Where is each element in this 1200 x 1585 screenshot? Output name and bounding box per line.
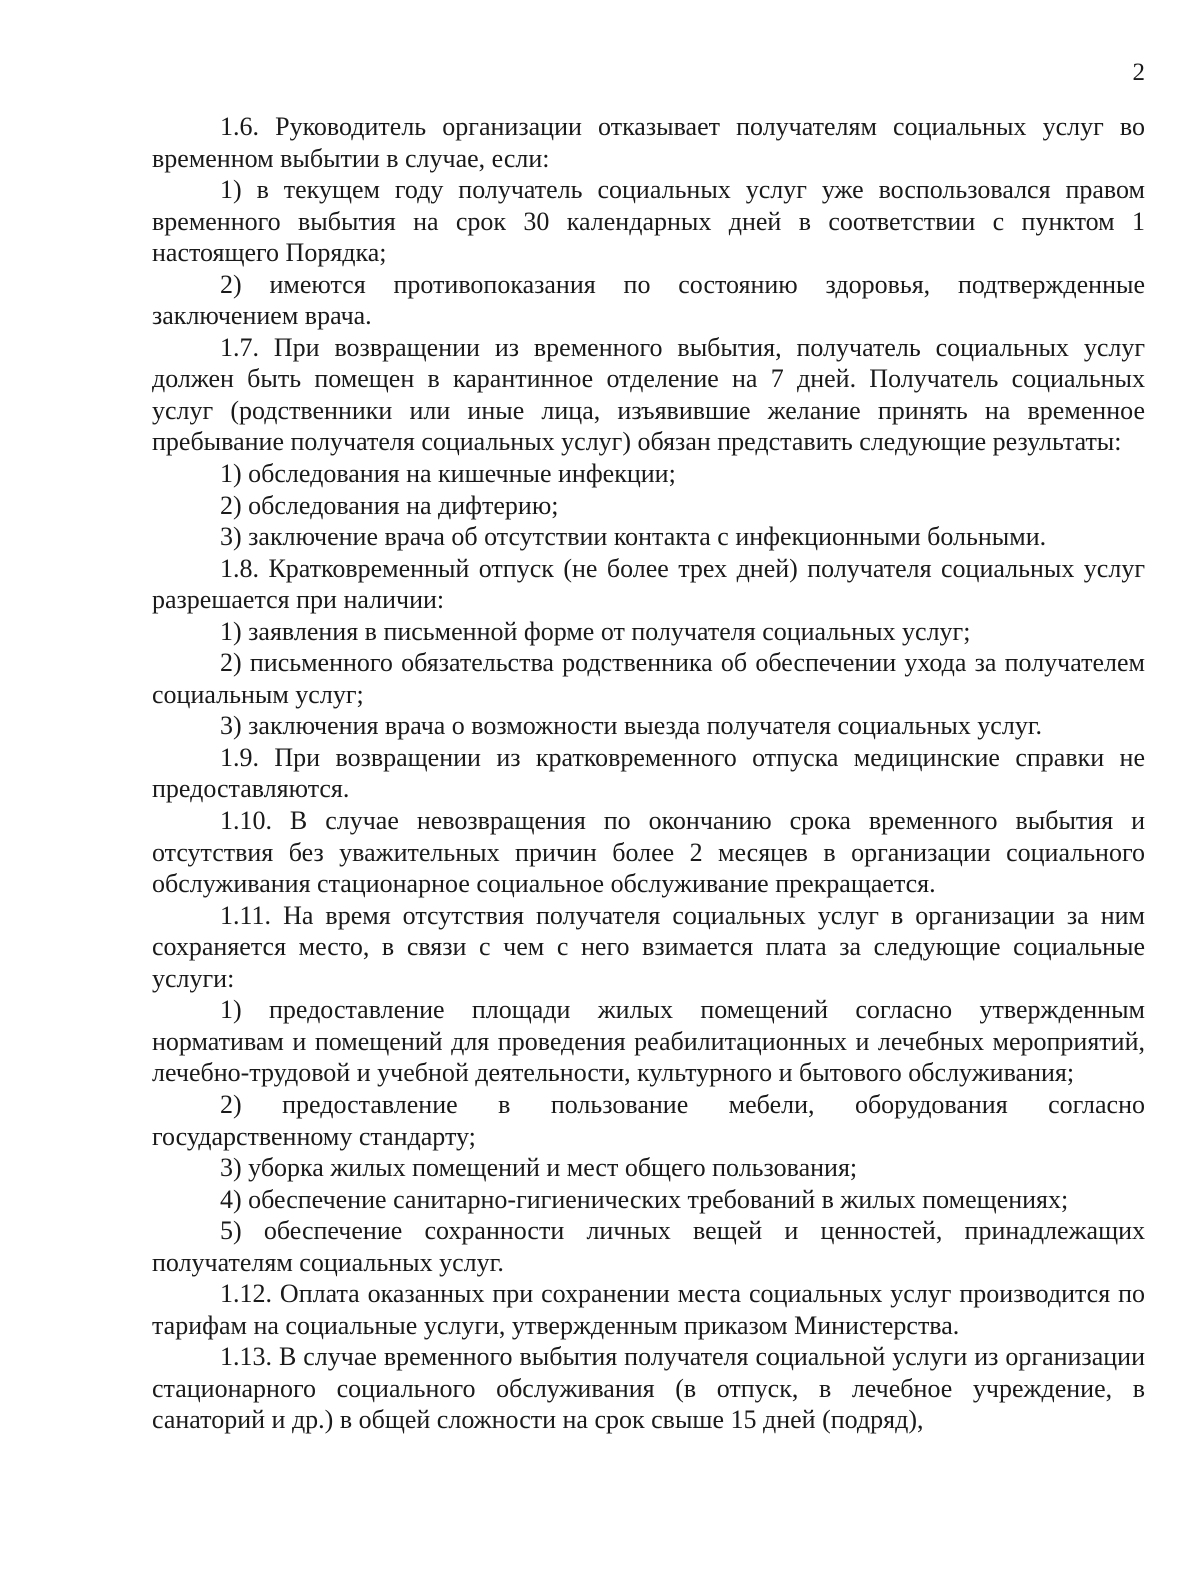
paragraph-1-11-item-2: 2) предоставление в пользование мебели, оборудования согласно государственному стандарту; [152, 1089, 1145, 1151]
paragraph-1-11-item-4: 4) обеспечение санитарно-гигиенических требований в жилых помещениях; [220, 1184, 1069, 1214]
paragraph-1-11-item-5: 5) обеспечение сохранности личных вещей и ценностей, принадлежащих получателям социальных услуг. [152, 1216, 1145, 1277]
paragraph-1-7: 1.7. При возвращении из временного выбытия, получатель социальных услуг должен быть помещен в карантинное отделение на 7 дней. Получатель социальных услуг (родственники или иные лица, изъявившие желание принять на временное пребывание получателя социальных услуг) обязан представить следующие результаты: [152, 332, 1145, 457]
paragraph-1-11: 1.11. На время отсутствия получателя социальных услуг в организации за ним сохраняется место, в связи с чем с него взимается плата за следующие социальные услуги: [152, 900, 1145, 993]
paragraph-1-11-item-1: 1) предоставление площади жилых помещений согласно утвержденным нормативам и помещений для проведения реабилитационных и лечебных мероприятий, лечебно-трудовой и учебной деятельности, культурного и бытового обслуживания; [152, 995, 1145, 1088]
paragraph-1-8-item-3: 3) заключения врача о возможности выезда получателя социальных услуг. [220, 711, 1043, 741]
paragraph-1-12: 1.12. Оплата оказанных при сохранении места социальных услуг производится по тарифам на социальные услуги, утвержденным приказом Министерства. [152, 1279, 1145, 1340]
paragraph-1-7-item-3: 3) заключение врача об отсутствии контакта с инфекционными больными. [220, 522, 1047, 552]
paragraph-1-8-item-2: 2) письменного обязательства родственника об обеспечении ухода за получателем социальным услуг; [152, 648, 1145, 709]
paragraph-1-11-item-3: 3) уборка жилых помещений и мест общего пользования; [220, 1153, 858, 1183]
document-body [152, 111, 1145, 1436]
page-number: 2 [1132, 59, 1145, 86]
paragraph-1-13: 1.13. В случае временного выбытия получателя социальной услуги из организации стационарного социального обслуживания (в отпуск, в лечебное учреждение, в санаторий и др.) в общей сложности на срок свыше 15 дней (подряд), [152, 1342, 1145, 1435]
paragraph-1-10: 1.10. В случае невозвращения по окончанию срока временного выбытия и отсутствия без уважительных причин более 2 месяцев в организации социального обслуживания стационарное социальное обслуживание прекращается. [152, 806, 1145, 899]
paragraph-1-7-item-2: 2) обследования на дифтерию; [220, 490, 559, 520]
paragraph-1-8-item-1: 1) заявления в письменной форме от получателя социальных услуг; [220, 616, 971, 646]
paragraph-1-9: 1.9. При возвращении из кратковременного отпуска медицинские справки не предоставляются. [152, 742, 1145, 804]
paragraph-1-7-item-1: 1) обследования на кишечные инфекции; [220, 459, 676, 489]
paragraph-1-6-item-2: 2) имеются противопоказания по состоянию здоровья, подтвержденные заключением врача. [152, 269, 1145, 331]
paragraph-1-6-item-1: 1) в текущем году получатель социальных услуг уже воспользовался правом временного выбытия на срок 30 календарных дней в соответствии с пунктом 1 настоящего Порядка; [152, 175, 1145, 268]
paragraph-1-8: 1.8. Кратковременный отпуск (не более трех дней) получателя социальных услуг разрешается при наличии: [152, 553, 1145, 615]
paragraph-1-6: 1.6. Руководитель организации отказывает получателям социальных услуг во временном выбытии в случае, если: [152, 112, 1145, 173]
